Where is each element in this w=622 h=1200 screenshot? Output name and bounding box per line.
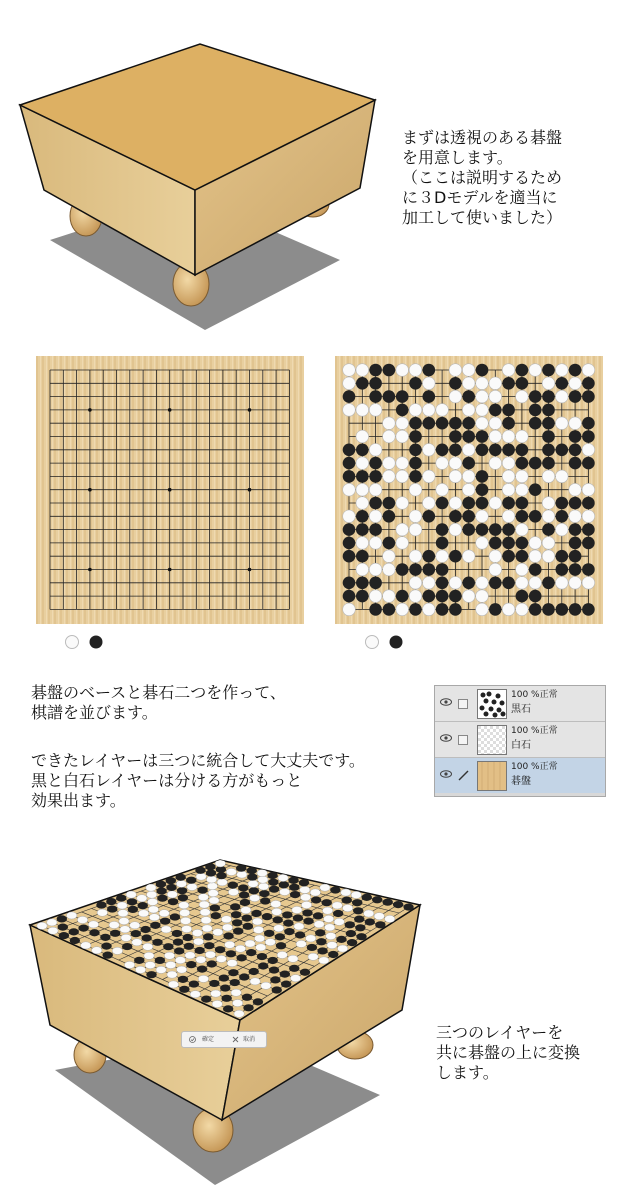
layer-thumbnail-white bbox=[477, 725, 507, 755]
eye-icon[interactable] bbox=[440, 698, 452, 706]
layer-name: 碁盤 bbox=[511, 776, 531, 787]
checkbox-icon[interactable] bbox=[458, 735, 468, 745]
layer-name: 白石 bbox=[511, 740, 531, 751]
layer-thumbnail-black bbox=[477, 689, 507, 719]
transform-popup bbox=[181, 1031, 267, 1048]
eye-icon[interactable] bbox=[440, 770, 452, 778]
flat-board-stones bbox=[335, 356, 605, 626]
black-stone bbox=[390, 636, 403, 649]
stone-samples-left bbox=[60, 630, 120, 654]
eye-icon[interactable] bbox=[440, 734, 452, 742]
layer-thumbnail-board bbox=[477, 761, 507, 791]
check-icon[interactable] bbox=[189, 1036, 196, 1043]
layer-opacity: 100 %正常 bbox=[511, 726, 558, 736]
stone-samples-right bbox=[360, 630, 420, 654]
layer-panel bbox=[434, 685, 606, 797]
intro-text: まずは透視のある碁盤 を用意します。 （ここは説明するため に３Dモデルを適当に 加工して使いました） bbox=[402, 128, 563, 227]
white-stone bbox=[366, 636, 379, 649]
layer-row-board[interactable] bbox=[435, 758, 605, 793]
middle-text-2: できたレイヤーは三つに統合して大丈夫です。 黒と白石レイヤーは分ける方がもっと 効果出ます。 bbox=[31, 751, 365, 810]
layer-opacity: 100 %正常 bbox=[511, 690, 558, 700]
layer-name: 黒石 bbox=[511, 704, 531, 715]
close-icon[interactable] bbox=[232, 1036, 239, 1043]
middle-text-1: 碁盤のベースと碁石二つを作って、 棋譜を並びます。 bbox=[31, 683, 286, 722]
layer-row-black[interactable] bbox=[435, 686, 605, 722]
black-stone bbox=[90, 636, 103, 649]
checkbox-icon[interactable] bbox=[458, 699, 468, 709]
cancel-label[interactable]: 取消 bbox=[243, 1036, 256, 1043]
goban-3d-transformed bbox=[0, 840, 622, 1200]
layer-opacity: 100 %正常 bbox=[511, 762, 558, 772]
bottom-text: 三つのレイヤーを 共に碁盤の上に変換 します。 bbox=[436, 1023, 581, 1082]
white-stone bbox=[66, 636, 79, 649]
layer-row-white[interactable] bbox=[435, 722, 605, 758]
pen-icon bbox=[457, 769, 469, 781]
confirm-label[interactable]: 確定 bbox=[202, 1036, 215, 1043]
flat-board-empty bbox=[36, 356, 306, 626]
